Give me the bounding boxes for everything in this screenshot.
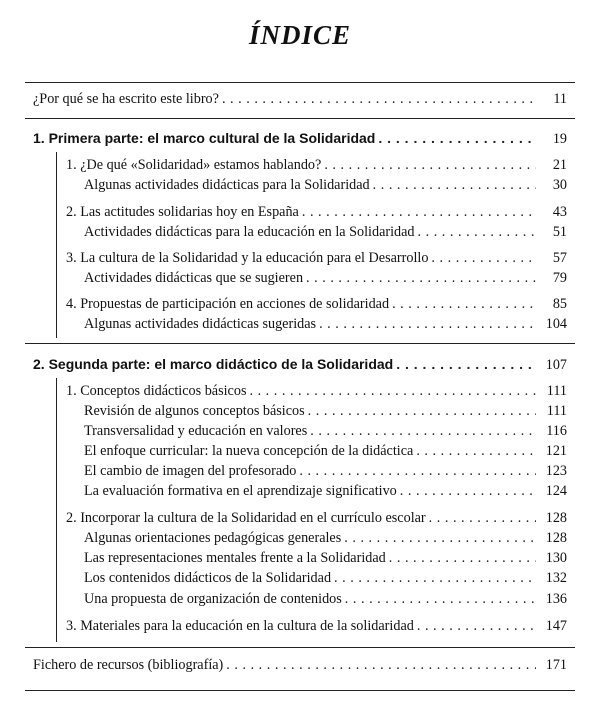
toc-entry-label: Fichero de recursos (bibliografía) (33, 657, 224, 673)
toc-entry-page: 107 (545, 357, 567, 373)
divider (25, 343, 575, 344)
toc-part-heading[interactable] (0, 130, 600, 150)
toc-part-heading[interactable] (0, 356, 600, 376)
toc-entry-page: 171 (545, 657, 567, 673)
toc-entry[interactable] (0, 510, 600, 530)
toc-entry-page: 79 (552, 270, 567, 286)
toc-entry-page: 111 (546, 383, 567, 399)
toc-entry-label: 2. Las actitudes solidarias hoy en España (66, 204, 299, 220)
toc-entry-page: 30 (552, 177, 567, 193)
toc-entry-page: 128 (545, 530, 567, 546)
dot-leader (400, 483, 536, 500)
dot-leader (222, 91, 536, 108)
divider (25, 647, 575, 648)
dot-leader (392, 296, 536, 313)
toc-entry[interactable] (0, 423, 600, 443)
toc-entry[interactable] (0, 463, 600, 483)
toc-entry-label: Revisión de algunos conceptos básicos (84, 403, 305, 419)
dot-leader (345, 591, 536, 608)
toc-entry-label: 2. Segunda parte: el marco didáctico de la Solidaridad (33, 356, 394, 372)
toc-entry-label: 3. Materiales para la educación en la cultura de la solidaridad (66, 618, 414, 634)
toc-entry-page: 11 (553, 91, 567, 107)
toc-entry[interactable] (0, 177, 600, 197)
toc-entry-label: La evaluación formativa en el aprendizaje significativo (84, 483, 397, 499)
toc-entry-page: 116 (546, 423, 567, 439)
dot-leader (299, 463, 536, 480)
toc-entry-page: 130 (545, 550, 567, 566)
toc-entry-label: Algunas actividades didácticas sugeridas (84, 316, 317, 332)
divider (25, 690, 575, 691)
toc-entry[interactable] (0, 483, 600, 503)
toc-entry[interactable] (0, 224, 600, 244)
toc-entry-label: Los contenidos didácticos de la Solidaridad (84, 570, 332, 586)
dot-leader (431, 250, 536, 267)
dot-leader (389, 550, 536, 567)
toc-entry-page: 43 (552, 204, 567, 220)
dot-leader (429, 510, 536, 527)
divider (25, 118, 575, 119)
toc-entry-label: Transversalidad y educación en valores (84, 423, 308, 439)
toc-entry[interactable] (0, 657, 600, 677)
toc-entry-label: Actividades didácticas que se sugieren (84, 270, 304, 286)
toc-entry-label: 1. ¿De qué «Solidaridad» estamos hablando? (66, 157, 322, 173)
toc-entry[interactable] (0, 296, 600, 316)
toc-entry[interactable] (0, 204, 600, 224)
toc-entry-label: ¿Por qué se ha escrito este libro? (33, 91, 219, 107)
toc-entry-label: Algunas orientaciones pedagógicas generales (84, 530, 342, 546)
dot-leader (302, 204, 536, 221)
dot-leader (416, 443, 536, 460)
dot-leader (249, 383, 536, 400)
dot-leader (417, 618, 536, 635)
dot-leader (418, 224, 536, 241)
toc-entry-page: 21 (552, 157, 567, 173)
dot-leader (396, 356, 536, 372)
toc-entry[interactable] (0, 250, 600, 270)
toc-entry-label: 2. Incorporar la cultura de la Solidaridad en el currículo escolar (66, 510, 426, 526)
toc-entry-label: 1. Primera parte: el marco cultural de la Solidaridad (33, 130, 376, 146)
toc-entry-label: 3. La cultura de la Solidaridad y la educación para el Desarrollo (66, 250, 429, 266)
toc-entry-page: 136 (545, 591, 567, 607)
dot-leader (308, 403, 536, 420)
dot-leader (324, 157, 536, 174)
toc-entry[interactable] (0, 443, 600, 463)
toc-entry-label: Una propuesta de organización de contenidos (84, 591, 342, 607)
dot-leader (344, 530, 536, 547)
dot-leader (226, 657, 536, 674)
toc-entry[interactable] (0, 157, 600, 177)
toc-entry-label: Actividades didácticas para la educación en la Solidaridad (84, 224, 415, 240)
dot-leader (378, 130, 536, 146)
toc-entry-page: 111 (546, 403, 567, 419)
toc-entry[interactable] (0, 570, 600, 590)
toc-entry-page: 123 (545, 463, 567, 479)
dot-leader (334, 570, 536, 587)
toc-entry-label: Algunas actividades didácticas para la Solidaridad (84, 177, 370, 193)
toc-entry[interactable] (0, 591, 600, 611)
toc-entry[interactable] (0, 530, 600, 550)
toc-entry-label: 4. Propuestas de participación en acciones de solidaridad (66, 296, 390, 312)
toc-entry-page: 57 (552, 250, 567, 266)
toc-entry[interactable] (0, 270, 600, 290)
dot-leader (310, 423, 536, 440)
toc-entry-page: 104 (545, 316, 567, 332)
toc-entry-page: 85 (552, 296, 567, 312)
toc-entry-page: 128 (545, 510, 567, 526)
divider (25, 82, 575, 83)
toc-entry[interactable] (0, 550, 600, 570)
page-title: ÍNDICE (248, 20, 352, 50)
toc-entry-label: El enfoque curricular: la nueva concepción de la didáctica (84, 443, 414, 459)
toc-entry-page: 132 (545, 570, 567, 586)
toc-entry[interactable] (0, 91, 600, 111)
toc-entry-label: Las representaciones mentales frente a la Solidaridad (84, 550, 386, 566)
toc-entry-label: El cambio de imagen del profesorado (84, 463, 297, 479)
toc-entry-page: 121 (545, 443, 567, 459)
toc-entry[interactable] (0, 316, 600, 336)
dot-leader (373, 177, 536, 194)
toc-entry-page: 147 (545, 618, 567, 634)
toc-entry-page: 124 (545, 483, 567, 499)
dot-leader (306, 270, 536, 287)
toc-entry[interactable] (0, 618, 600, 638)
toc-entry[interactable] (0, 383, 600, 403)
toc-entry-page: 19 (552, 131, 567, 147)
toc-entry-page: 51 (552, 224, 567, 240)
toc-entry[interactable] (0, 403, 600, 423)
dot-leader (319, 316, 536, 333)
toc-entry-label: 1. Conceptos didácticos básicos (66, 383, 247, 399)
